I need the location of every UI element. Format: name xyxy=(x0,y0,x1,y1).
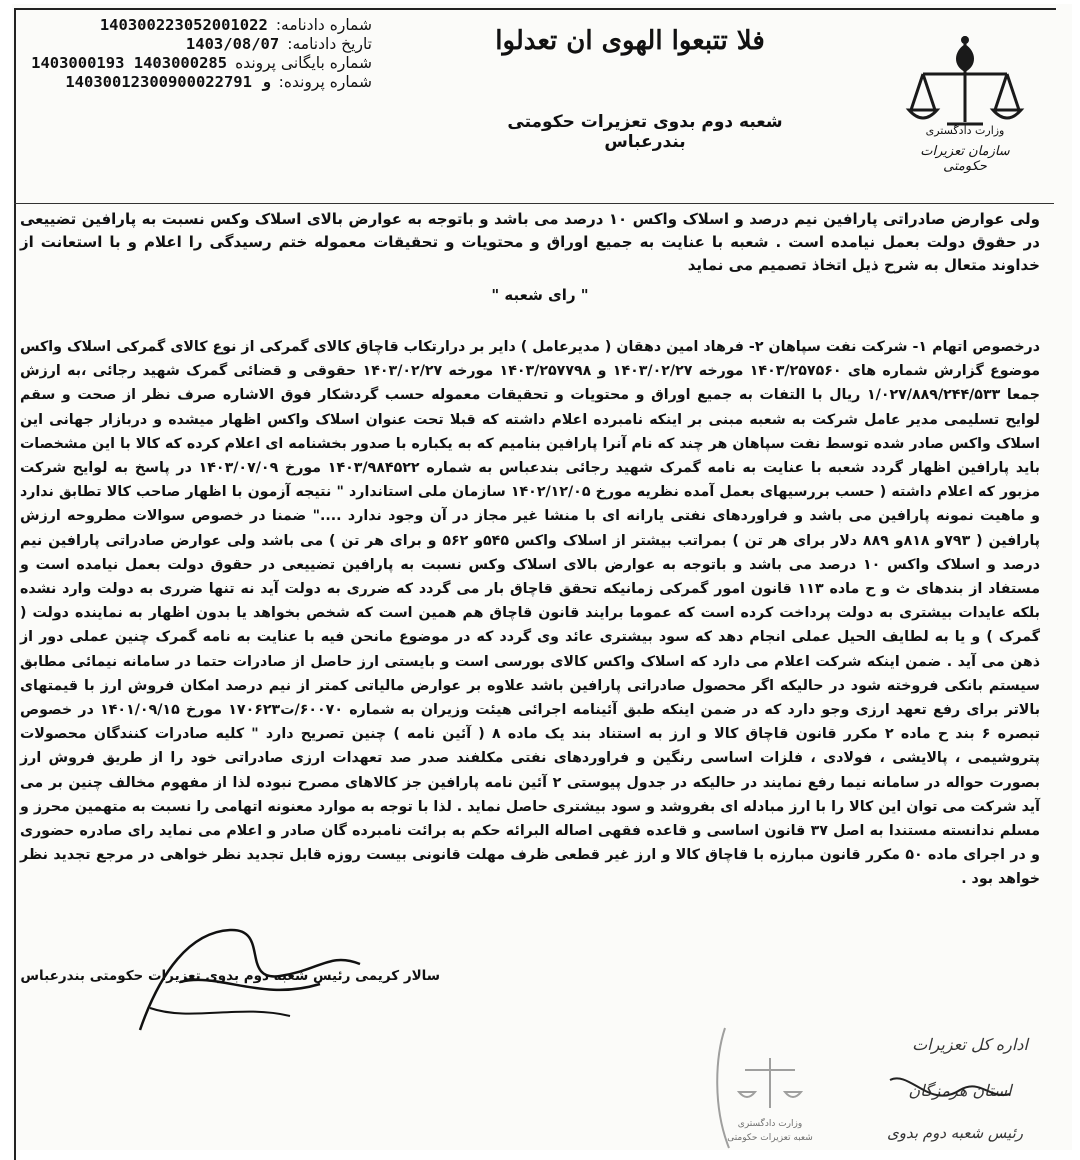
case-number: و 14030012300900022791 xyxy=(65,73,271,91)
stamp-branch: شعبه تعزیرات حکومتی xyxy=(727,1133,813,1143)
official-seal-stamp xyxy=(705,1008,835,1158)
case-number-row xyxy=(0,73,372,92)
case-metadata xyxy=(0,16,372,92)
signatory-line: سالار کریمی رئیس شعبه دوم بدوی تعزیرات حکومتی بندرعباس xyxy=(20,968,440,984)
petition-date: 1403/08/07 xyxy=(185,35,280,53)
petition-number-label: شماره دادنامه: xyxy=(275,16,372,34)
archive-number: 1403000193 1403000285 xyxy=(31,54,228,72)
stamp-province: استان هرمزگان xyxy=(908,1081,1012,1100)
header-divider xyxy=(14,203,1054,204)
intro-paragraph: ولی عوارض صادراتی پارافین نیم درصد و اسلاک واکس ۱۰ درصد می باشد و باتوجه به عوارض بالای اسلاک وکس نسبت به پارافین تضییعی در حقوق دولت بعمل نیامده است . شعبه با عنایت به جمیع اوراق و محتویات و تحقیقات معموله ختم رسیدگی را اعلام و با استعانت از خداوند متعال به شرح ذیل اتخاذ تصمیم می نماید xyxy=(20,210,1040,274)
ministry-name: وزارت دادگستری xyxy=(925,124,1005,137)
branch-title: شعبه دوم بدوی تعزیرات حکومتی بندرعباس xyxy=(507,112,783,152)
archive-number-label: شماره بایگانی پرونده xyxy=(235,54,372,72)
archive-number-row xyxy=(0,54,372,73)
verdict-heading: " رای شعبه " xyxy=(491,286,589,304)
petition-date-label: تاریخ دادنامه: xyxy=(287,35,372,53)
petition-date-row xyxy=(0,35,372,54)
petition-number: 140300223052001022 xyxy=(99,16,268,34)
petition-number-row xyxy=(0,16,372,35)
stamp-title: رئیس شعبه دوم بدوی xyxy=(887,1124,1023,1142)
verdict-body: درخصوص اتهام ۱- شرکت نفت سپاهان ۲- فرهاد امین دهقان ( مدیرعامل ) دایر بر درارتکاب قاچاق کالای گمرکی از نوع کالای گمرکی اسلاک واکس موضوع گزارش شماره های ۱۴۰۳/۲۵۷۵۶۰ مورخه ۱۴۰۳/۰۲/۲۷ و ۱۴۰۳/۲۵۷۷۹۸ مورخه ۱۴۰۳/۰۲/۲۷ حقوقی و قضائی گمرک شهید رجائی ،به ارزش جمعا ۱/۰۲۷/۸۸۹/۲۴۴/۵۳۳ ریال با التفات به جمیع اوراق و محتویات و تحقیقات معموله حسب گردشکار فوق الاشاره صرف نظر از صحت و سقم لوایح تسلیمی مدیر عامل شرکت به شعبه مبنی بر اینکه نامبرده اعلام داشته که قبلا تحت عنوان اسلاک واکس اظهار میشده و دربازار جهانی این اسلاک واکس صادر شده توسط نفت سپاهان هر چند که نام آنرا پارافین بنامیم که به یکباره با صدور بخشنامه ای اعلام کرده که کالا با این مشخصات باید پارافین اظهار گردد شعبه با عنایت به نامه گمرک شهید رجائی بندعباس به شماره ۱۴۰۳/۹۸۴۵۲۲ مورخ ۱۴۰۳/۰۷/۰۹ در پاسخ به لوایح شرکت مزبور که اعلام داشته ( حسب بررسیهای بعمل آمده نظریه مورخ ۱۴۰۲/۱۲/۰۵ سازمان ملی استاندارد " نتیجه آزمون با اظهار صاحب کالا تطابق ندارد و ماهیت نمونه پارافین می باشد و فراوردهای نفتی یارانه ای با منشا غیر مجاز در آن وجود ندارد ...." ضمنا در خصوص سوالات مطروحه ارزش پارافین ( ۷۹۳و ۸۱۸و ۸۸۹ دلار برای هر تن ) بمراتب بیشتر از اسلاک واکس ۵۴۵و ۵۶۲ و برای هر تن ) می باشد ولی عوارض صادراتی پارافین نیم درصد و اسلاک واکس ۱۰ درصد می باشد و باتوجه به عوارض بالای اسلاک وکس نسبت به پارافین تضییعی در حقوق دولت بعمل نیامده است و مستفاد از بندهای ث و ح ماده ۱۱۳ قانون امور گمرکی زمانیکه تحقق قاچاق بار می گردد که ضرری به دولت آید نه تنها ضرری به دولت وارد نشده بلکه عایدات بیشتری به دولت پرداخت کرده است که عموما برایند قانون قاچاق هم همین است که شخص بخواهد یا بدون اظهار به نماینده دولت ( گمرک ) و یا به لطایف الحیل عملی انجام دهد که سود بیشتری عائد وی گردد که در موضوع مانحن فیه با عنایت به نامه گمرک چنین عملی دور از ذهن می آید . ضمن اینکه شرکت اعلام می دارد که اسلاک واکس کالای بورسی است و بایستی ارز حاصل از صادرات حتما در سامانه نیمائی مطابق سیستم بانکی فروخته شود در حالیکه اگر محصول صادراتی پارافین باشد علاوه بر عوارض مالیاتی کمتر از نیم درصد امکان فروش ارز با قیمتهای بالاتر برای رفع تعهد ارزی وجو دارد که در ضمن اینکه طبق آئینامه اجرائی هیئت وزیران به شماره ۶۰۰۷۰/ت۱۷۰۶۲۳ مورخ ۱۴۰۱/۰۹/۱۵ در خصوص تبصره ۶ بند ح ماده ۲ مکرر قانون قاچاق کالا و ارز به استناد بند یک ماده ۸ ( آئین نامه ) چنین تصریح دارد " کلیه صادرات کنندگان محصولات پتروشیمی ، پالایشی ، فولادی ، فلزات اساسی رنگین و فراوردهای نفتی مکلفند صدر صد تعهدات ارزی صادراتی خود را از طریق فروش ارز بصورت حواله در سامانه نیما رفع نمایند در حالیکه در جدول پیوستی ۲ آئین نامه پارافین جز کالاهای مصرح نبوده لذا از مفهوم مخالف چنین بر می آید شرکت می توان این کالا را با ارز مبادله ای بفروشد و سود بیشتری حاصل نماید . لذا با توجه به موارد معنونه اتهامی را نسبت به متهمین محرز و مسلم ندانسته مستندا به اصل ۳۷ قانون اساسی و قاعده فقهی اصاله البرائه حکم به برائت نامبرده گان صادر و اعلام می نماید رای صادره حضوری و در اجرای ماده ۵۰ مکرر قانون مبارزه با قاچاق کالا و ارز غیر قطعی ظرف مهلت قانونی بیست روزه قابل تجدید نظر خواهی در مرجع تجدید نظر خواهد بود . xyxy=(20,339,1041,888)
office-stamp xyxy=(850,1020,1030,1160)
organization-name: سازمان تعزیرات حکومتی xyxy=(920,144,1010,174)
case-number-label: شماره پرونده: xyxy=(278,73,372,91)
page-headline: فلا تتبعوا الهوی ان تعدلوا xyxy=(495,26,765,56)
stamp-office: اداره کل تعزیرات xyxy=(912,1035,1028,1054)
stamp-ministry: وزارت دادگستری xyxy=(737,1119,803,1129)
